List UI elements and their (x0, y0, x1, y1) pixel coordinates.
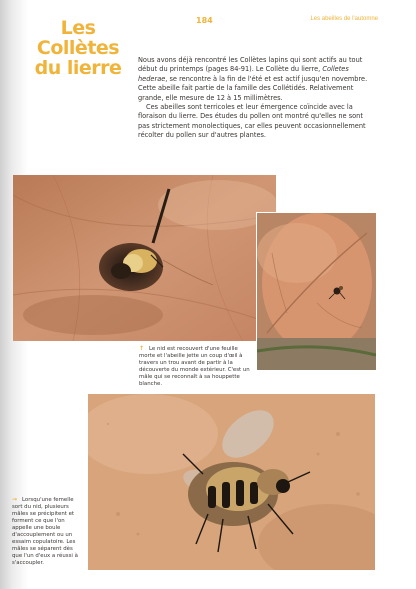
photo-bee-emerging-from-leaf (13, 175, 276, 341)
arrow-right-icon: → (12, 496, 18, 503)
running-header: Les abeilles de l'automne (310, 16, 378, 22)
paragraph-1-start: Nous avons déjà rencontré les Collètes lapins qui sont actifs au tout début du printemps (pages 84-91). Le Collète du lierre, (138, 56, 363, 74)
title-line-2: Collètes (36, 37, 120, 59)
paragraph-2: Ces abeilles sont terricoles et leur émergence coïncide avec la floraison du lierre. Des études du pollen ont montré qu'elles ne sont pas strictement monolectiques, car elles peuvent occasionnellement récolter du pollen sur d'autres plantes. (138, 103, 366, 140)
photo-bee-on-leaf (256, 212, 377, 371)
paragraph-1 (138, 56, 376, 103)
caption-mating-ball (12, 496, 84, 567)
caption-mating-ball-text: Lorsqu'une femelle sort du nid, plusieurs mâles se précipitent et forment ce que l'on appelle une boule d'accouplement ou un essaim copulatoire. Les mâles se séparent dès que l'un d'eux a réussi à s'accoupler. (12, 497, 78, 566)
body-text (138, 56, 376, 141)
page-title (28, 18, 128, 78)
caption-nest-text: Le nid est recouvert d'une feuille morte et l'abeille jette un coup d'œil à travers un trou avant de partir à la découverte du monde extérieur. C'est un mâle qui se reconnaît à sa houppette blanche. (139, 346, 250, 387)
title-line-1: Les (60, 17, 96, 39)
paragraph-1-end: , se rencontre à la fin de l'été et est actif jusqu'en novembre. Cette abeille fait partie de la famille des Collétidés. Relativement grande, elle mesure de 12 à 15 millimètres. (138, 74, 368, 102)
species-name: Colletes hederae (138, 65, 349, 83)
title-line-3: du lierre (34, 57, 122, 79)
caption-nest (139, 345, 251, 388)
photo-mating-ball (88, 394, 375, 570)
page-number: 184 (196, 16, 213, 25)
arrow-up-icon: ↑ (139, 345, 145, 352)
